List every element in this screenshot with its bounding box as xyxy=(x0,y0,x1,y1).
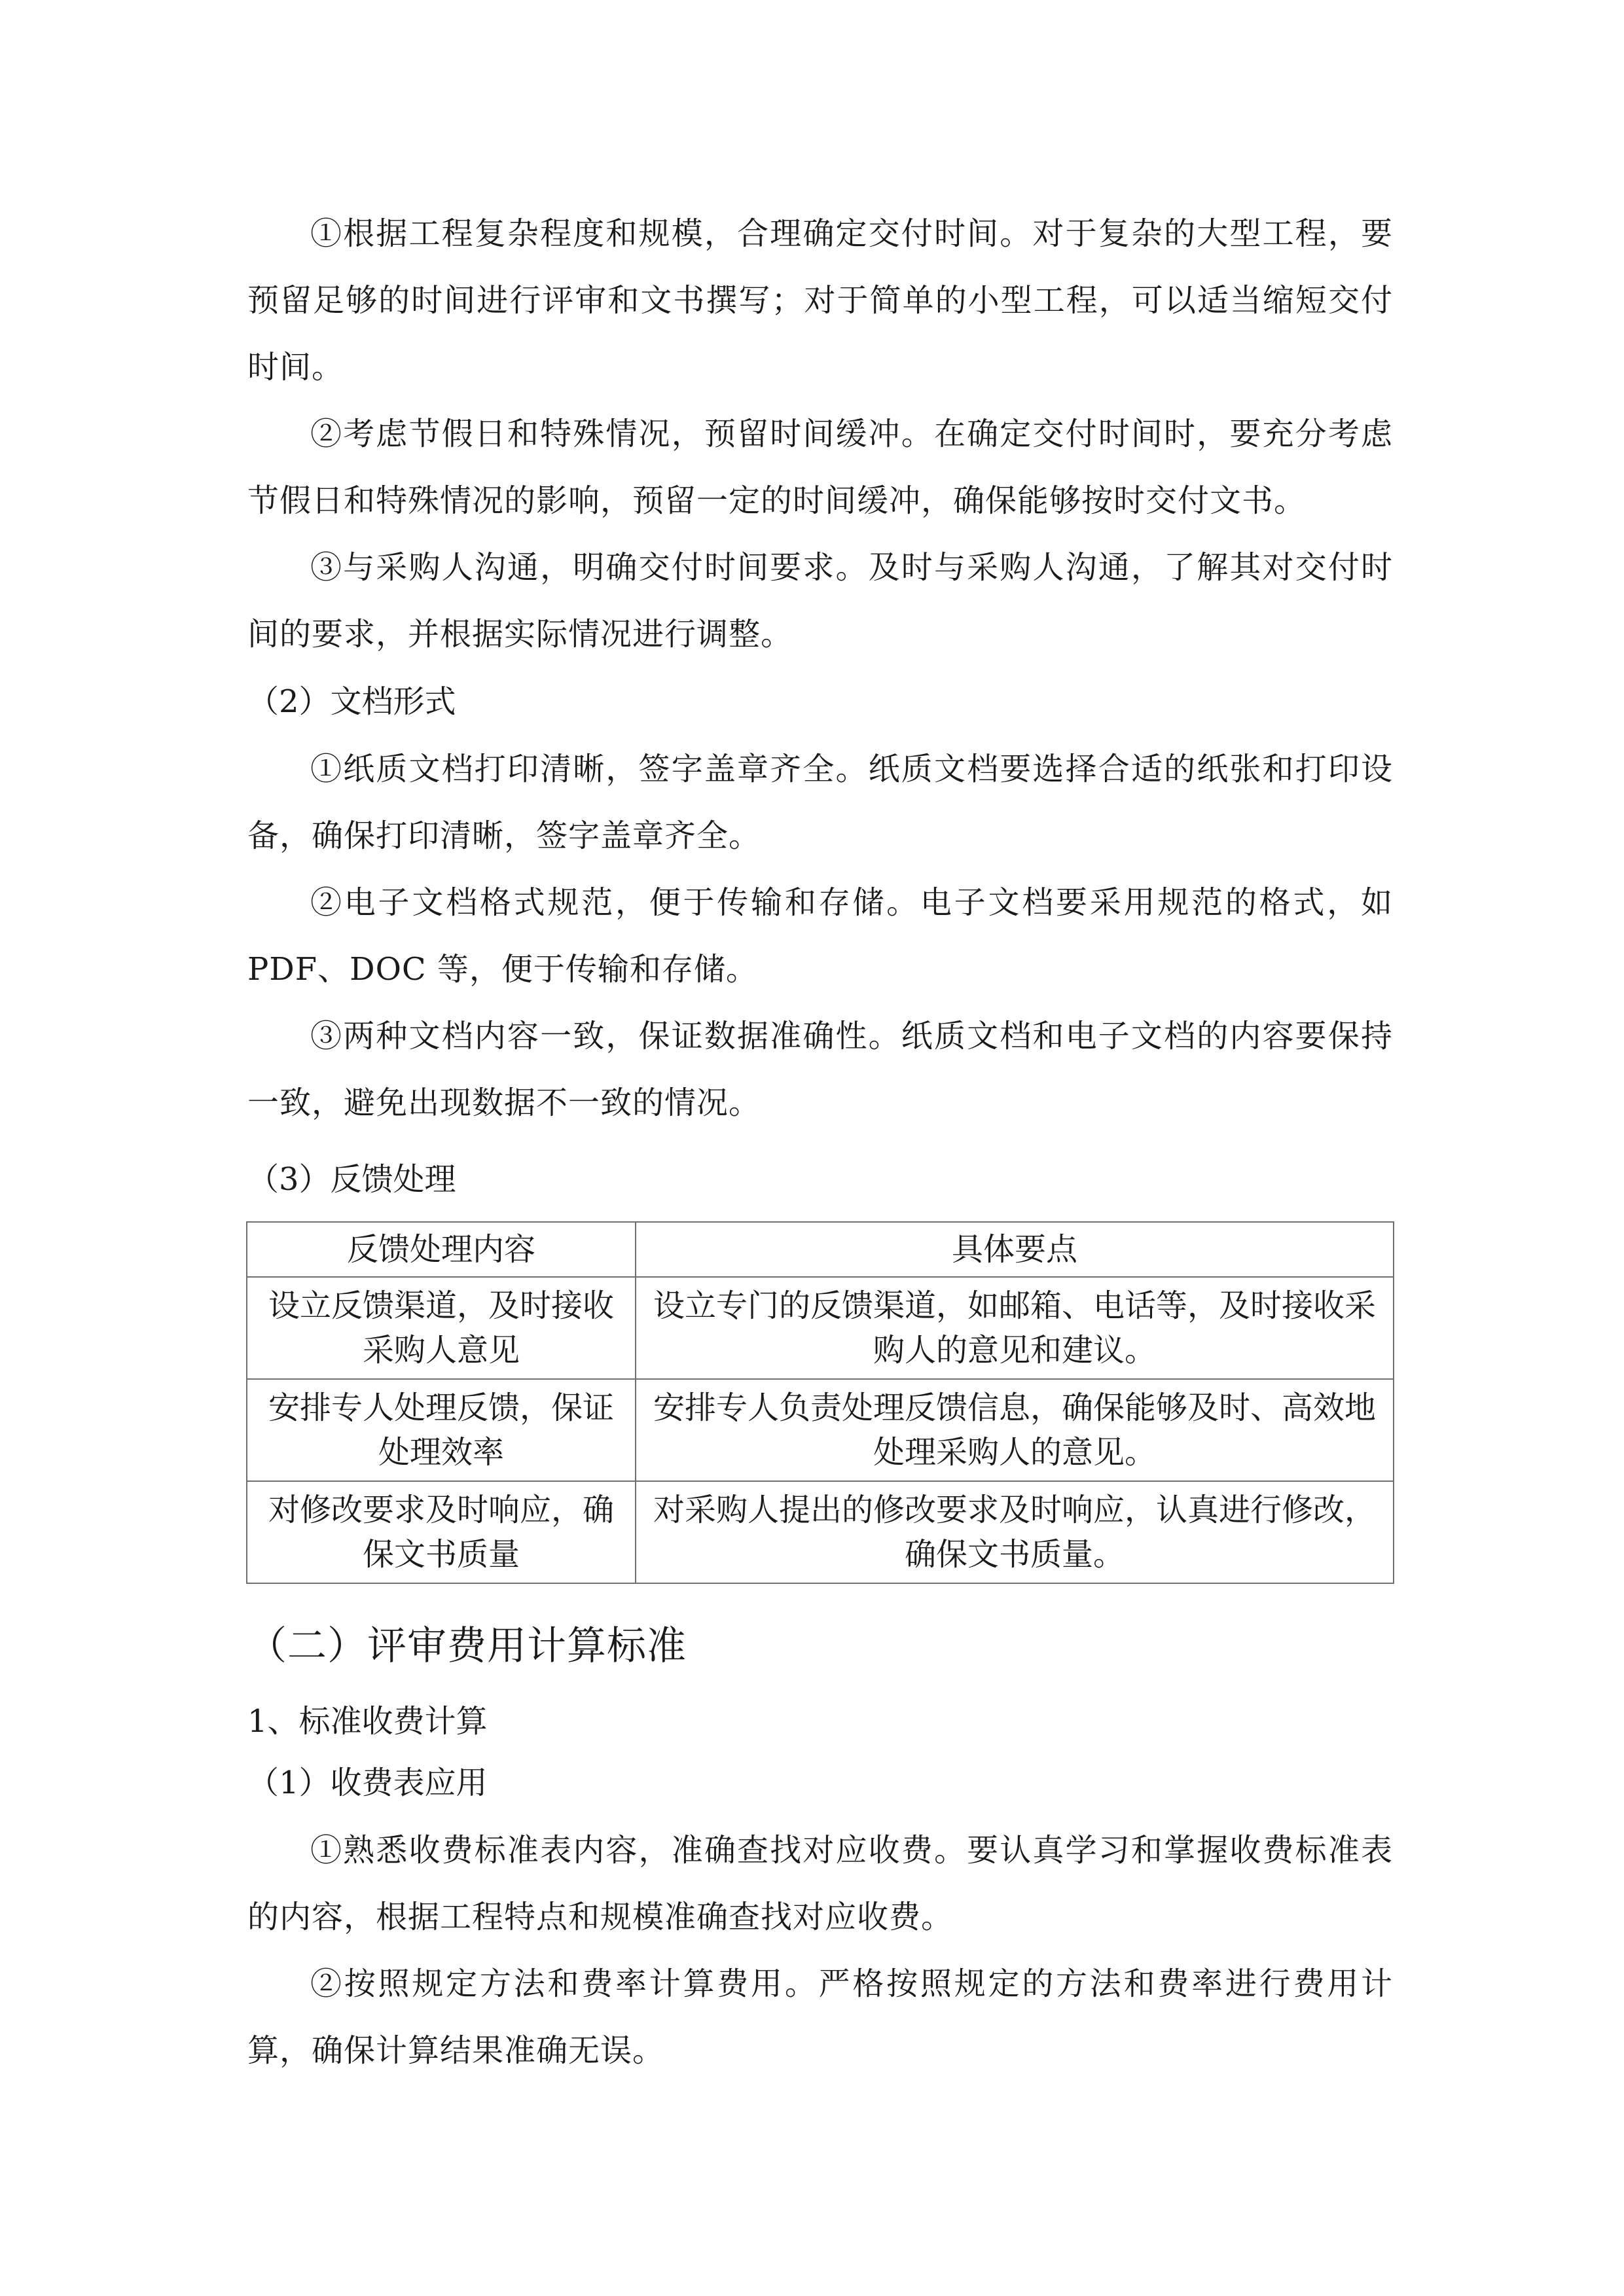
subsection-heading: 1、标准收费计算 xyxy=(247,1703,488,1740)
table-cell: 对修改要求及时响应，确保文书质量 xyxy=(247,1481,636,1583)
table-cell: 设立专门的反馈渠道，如邮箱、电话等，及时接收采购人的意见和建议。 xyxy=(636,1277,1394,1379)
paragraph: ②电子文档格式规范，便于传输和存储。电子文档要采用规范的格式，如PDF、DOC 等，便于传输和存储。 xyxy=(247,884,1393,988)
paragraph: ①根据工程复杂程度和规模，合理确定交付时间。对于复杂的大型工程，要预留足够的时间进行评审和文书撰写；对于简单的小型工程，可以适当缩短交付时间。 xyxy=(247,215,1393,386)
paragraph: ②考虑节假日和特殊情况，预留时间缓冲。在确定交付时间时，要充分考虑节假日和特殊情况的影响，预留一定的时间缓冲，确保能够按时交付文书。 xyxy=(247,416,1393,519)
section-title: （二）评审费用计算标准 xyxy=(247,1623,687,1669)
table-row xyxy=(247,1379,1394,1481)
table-row xyxy=(247,1481,1394,1583)
subsection-heading: （1）收费表应用 xyxy=(247,1765,488,1801)
table-cell: 设立反馈渠道，及时接收采购人意见 xyxy=(247,1277,636,1379)
paragraph: ③两种文档内容一致，保证数据准确性。纸质文档和电子文档的内容要保持一致，避免出现数据不一致的情况。 xyxy=(247,1018,1393,1121)
table-header-cell: 具体要点 xyxy=(636,1222,1394,1277)
paragraph: ①熟悉收费标准表内容，准确查找对应收费。要认真学习和掌握收费标准表的内容，根据工程特点和规模准确查找对应收费。 xyxy=(247,1832,1393,1935)
table-row xyxy=(247,1277,1394,1379)
table-cell: 安排专人处理反馈，保证处理效率 xyxy=(247,1379,636,1481)
paragraph: ①纸质文档打印清晰，签字盖章齐全。纸质文档要选择合适的纸张和打印设备，确保打印清晰，签字盖章齐全。 xyxy=(247,751,1393,854)
table-header-row xyxy=(247,1222,1394,1277)
paragraph: ③与采购人沟通，明确交付时间要求。及时与采购人沟通，了解其对交付时间的要求，并根据实际情况进行调整。 xyxy=(247,549,1393,653)
table-header-cell: 反馈处理内容 xyxy=(247,1222,636,1277)
table-cell: 安排专人负责处理反馈信息，确保能够及时、高效地处理采购人的意见。 xyxy=(636,1379,1394,1481)
paragraph: ②按照规定方法和费率计算费用。严格按照规定的方法和费率进行费用计算，确保计算结果准确无误。 xyxy=(247,1965,1393,2069)
feedback-table xyxy=(246,1221,1394,1584)
subsection-heading: （3）反馈处理 xyxy=(247,1161,456,1198)
table-cell: 对采购人提出的修改要求及时响应，认真进行修改，确保文书质量。 xyxy=(636,1481,1394,1583)
subsection-heading: （2）文档形式 xyxy=(247,683,456,720)
